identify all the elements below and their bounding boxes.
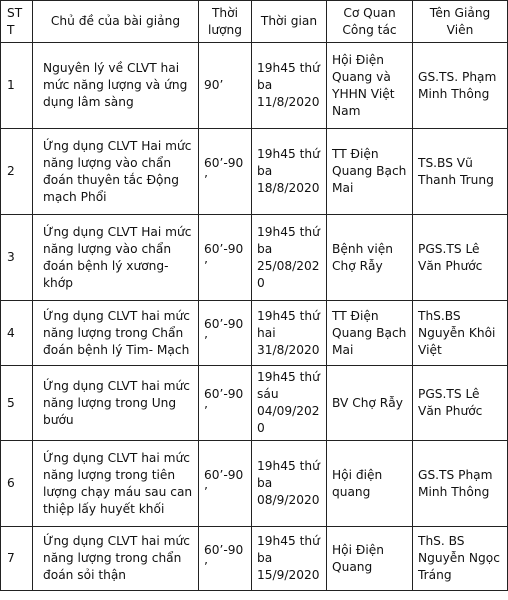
cell-time: 19h45 thứ sáu 04/09/2020 [252,366,327,441]
header-stt: STT [1,1,33,43]
cell-organization: Hội điện quang [327,441,413,527]
header-topic: Chủ đề của bài giảng [33,1,199,43]
cell-lecturer: GS.TS Phạm Minh Thông [413,441,508,527]
cell-duration: 60’-90’ [199,441,252,527]
table-row [1,215,508,301]
header-row [1,1,508,43]
table-row [1,43,508,129]
header-time: Thời gian [252,1,327,43]
cell-time: 19h45 thứ hai 31/8/2020 [252,301,327,366]
cell-stt: 1 [1,43,33,129]
cell-stt: 5 [1,366,33,441]
cell-time: 19h45 thứ ba 11/8/2020 [252,43,327,129]
cell-duration: 60’-90’ [199,366,252,441]
cell-stt: 4 [1,301,33,366]
cell-organization: Bệnh viện Chợ Rẫy [327,215,413,301]
cell-time: 19h45 thứ ba 18/8/2020 [252,129,327,215]
table-row [1,527,508,591]
cell-topic: Ứng dụng CLVT Hai mức năng lượng vào chẩn đoán thuyên tắc Động mạch Phổi [33,129,199,215]
cell-organization: Hội Điện Quang và YHHN Việt Nam [327,43,413,129]
cell-stt: 7 [1,527,33,591]
cell-duration: 90’ [199,43,252,129]
cell-time: 19h45 thứ ba 25/08/2020 [252,215,327,301]
cell-organization: TT Điện Quang Bạch Mai [327,129,413,215]
header-organization: Cơ Quan Công tác [327,1,413,43]
cell-stt: 2 [1,129,33,215]
cell-topic: Ứng dụng CLVT Hai mức năng lượng vào chẩn đoán bệnh lý xương-khớp [33,215,199,301]
cell-topic: Ứng dụng CLVT hai mức năng lượng trong Chẩn đoán bệnh lý Tim- Mạch [33,301,199,366]
cell-lecturer: ThS.BS Nguyễn Khôi Việt [413,301,508,366]
cell-stt: 6 [1,441,33,527]
cell-stt: 3 [1,215,33,301]
cell-duration: 60’-90’ [199,129,252,215]
header-lecturer: Tên Giảng Viên [413,1,508,43]
cell-lecturer: TS.BS Vũ Thanh Trung [413,129,508,215]
cell-duration: 60’-90’ [199,215,252,301]
cell-topic: Nguyên lý về CLVT hai mức năng lượng và ứng dụng lâm sàng [33,43,199,129]
cell-time: 19h45 thứ ba 08/9/2020 [252,441,327,527]
table-row [1,301,508,366]
cell-lecturer: GS.TS. Phạm Minh Thông [413,43,508,129]
cell-duration: 60’-90’ [199,301,252,366]
header-duration: Thời lượng [199,1,252,43]
cell-topic: Ứng dụng CLVT hai mức năng lượng trong Ung bướu [33,366,199,441]
cell-organization: TT Điện Quang Bạch Mai [327,301,413,366]
cell-topic: Ứng dụng CLVT hai mức năng lượng trong chẩn đoán sỏi thận [33,527,199,591]
cell-lecturer: PGS.TS Lê Văn Phước [413,366,508,441]
cell-topic: Ứng dụng CLVT hai mức năng lượng trong tiên lượng chạy máu sau can thiệp lấy huyết khối [33,441,199,527]
table-row [1,366,508,441]
cell-duration: 60’-90’ [199,527,252,591]
cell-organization: Hội Điện Quang [327,527,413,591]
cell-lecturer: ThS. BS Nguyễn Ngọc Tráng [413,527,508,591]
table-row [1,441,508,527]
table-row [1,129,508,215]
cell-time: 19h45 thứ ba 15/9/2020 [252,527,327,591]
cell-lecturer: PGS.TS Lê Văn Phước [413,215,508,301]
cell-organization: BV Chợ Rẫy [327,366,413,441]
